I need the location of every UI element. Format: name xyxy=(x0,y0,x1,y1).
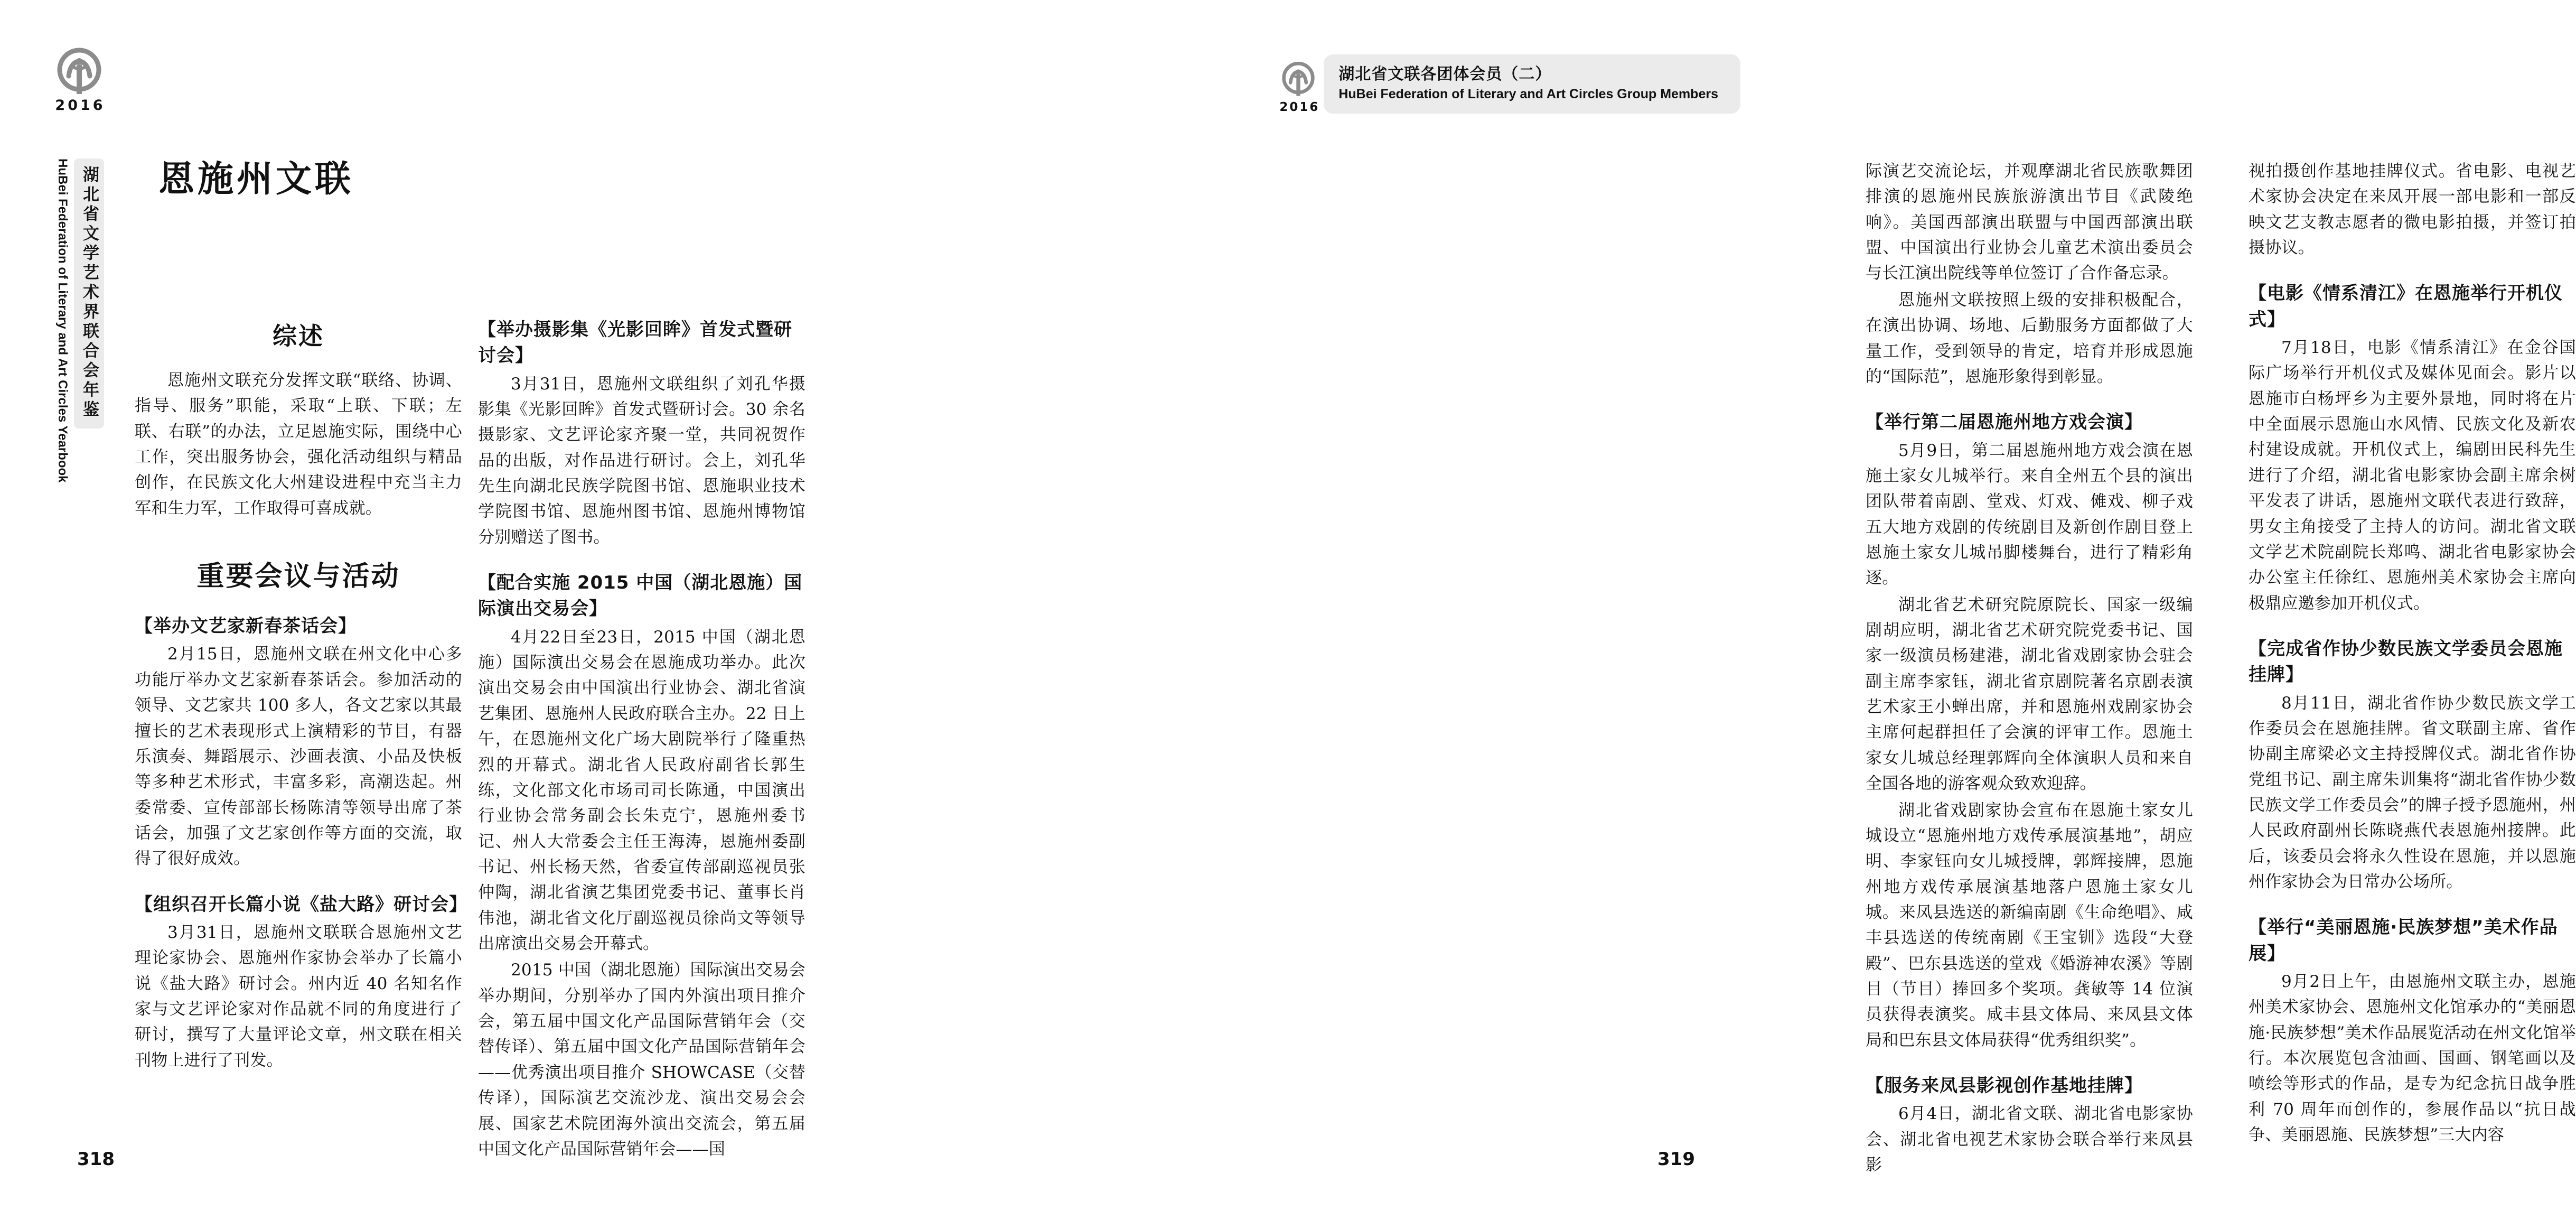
column-2 xyxy=(478,317,805,1163)
left-page-emblem xyxy=(50,46,108,114)
item-head-3: 【配合实施 2015 中国（湖北恩施）国际演出交易会】 xyxy=(478,572,803,620)
running-head-year: 2016 xyxy=(1279,100,1320,114)
item-para-4-2: 湖北省戏剧家协会宣布在恩施土家女儿城设立“恩施州地方戏传承展演基地”，胡应明、李家钰向女儿城授牌，郭辉接牌，恩施州地方戏传承展演基地落户恩施土家女儿城。来凤县选送的新编南剧《生命绝唱》、咸丰县选送的传统南剧《王宝钏》选段“大登殿”、巴东县选送的堂戏《婚游神农溪》等剧目（节目）捧回多个奖项。龚敏等 14 位演员获得表演奖。咸丰县文体局、来凤县文体局和巴东县文体局获得“优秀组织奖”。 xyxy=(1866,800,2193,1050)
item-head-7: 【完成省作协少数民族文学委员会恩施挂牌】 xyxy=(2249,638,2563,686)
column-4 xyxy=(2249,159,2576,1149)
item-para-3-2: 恩施州文联按照上级的安排积极配合，在演出协调、场地、后勤服务方面都做了大量工作，受到领导的肯定，培育并形成恩施的“国际范”，恩施形象得到彰显。 xyxy=(1866,290,2193,386)
page-left xyxy=(0,0,886,1211)
emblem-year-label: 2016 xyxy=(55,97,106,114)
item-para-0-0: 2月15日，恩施州文联在州文化中心多功能厅举办文艺家新春茶话会。参加活动的领导、文艺家共 100 多人，各文艺家以其最擅长的艺术表现形式上演精彩的节目，有器乐演奏、舞蹈展示、沙画表演、小品及快板等多种艺术形式，丰富多彩，高潮迭起。州委常委、宣传部部长杨陈清等领导出席了茶话会，加强了文艺家创作等方面的交流，取得了很好成效。 xyxy=(135,645,462,869)
item-head-2: 【举办摄影集《光影回眸》首发式暨研讨会】 xyxy=(478,319,792,367)
running-head xyxy=(1277,50,1740,118)
federation-logo-icon xyxy=(1280,90,1316,99)
section-head-overview: 综述 xyxy=(273,322,324,350)
running-head-title-en: HuBei Federation of Literary and Art Circles Group Members xyxy=(1338,86,1718,101)
federation-logo-icon xyxy=(50,46,108,95)
vertical-running-head-en: HuBei Federation of Literary and Art Circles Yearbook xyxy=(55,159,70,483)
item-head-0: 【举办文艺家新春茶话会】 xyxy=(135,616,357,637)
item-head-8: 【举行“美丽恩施·民族梦想”美术作品展】 xyxy=(2249,917,2558,964)
item-para-5-0: 6月4日，湖北省文联、湖北省电影家协会、湖北省电视艺术家协会联合举行来凤县影 xyxy=(1866,1104,2193,1175)
page-title: 恩施州文联 xyxy=(158,158,354,200)
item-para-1-0: 3月31日，恩施州文联联合恩施州文艺理论家协会、恩施州作家协会举办了长篇小说《盐大路》研讨会。州内近 40 名知名作家与文艺评论家对作品就不同的角度进行了研讨，撰写了大量评论文章，州文联在相关刊物上进行了刊发。 xyxy=(135,923,462,1070)
item-head-5: 【服务来凤县影视创作基地挂牌】 xyxy=(1866,1075,2143,1097)
item-head-1: 【组织召开长篇小说《盐大路》研讨会】 xyxy=(135,893,467,915)
item-para-4-1: 湖北省艺术研究院原院长、国家一级编剧胡应明，湖北省艺术研究院党委书记、国家一级演员杨建港，湖北省戏剧家协会驻会副主席李家钰，湖北省京剧院著名京剧表演艺术家王小蝉出席，并和恩施州戏剧家协会主席何起群担任了会演的评审工作。恩施土家女儿城总经理郭辉向全体演职人员和来自全国各地的游客观众致欢迎辞。 xyxy=(1866,595,2193,794)
column-1 xyxy=(135,317,467,1074)
item-para-3-1-continued: 际演艺交流论坛，并观摩湖北省民族歌舞团排演的恩施州民族旅游演出节目《武陵绝响》。美国西部演出联盟与中国西部演出联盟、中国演出行业协会儿童艺术演出委员会与长江演出院线等单位签订了合作备忘录。 xyxy=(1866,162,2193,283)
item-para-2-0: 3月31日，恩施州文联组织了刘孔华摄影集《光影回眸》首发式暨研讨会。30 余名摄影家、文艺评论家齐聚一堂，共同祝贺作品的出版，对作品进行研讨。会上，刘孔华先生向湖北民族学院图书馆、恩施职业技术学院图书馆、恩施州图书馆、恩施州博物馆分别赠送了图书。 xyxy=(478,374,805,547)
running-head-emblem xyxy=(1277,61,1319,114)
item-para-3-1: 2015 中国（湖北恩施）国际演出交易会举办期间，分别举办了国内外演出项目推介会，第五届中国文化产品国际营销年会（交替传译）、第五届中国文化产品国际营销年会——优秀演出项目推介 SHOWCASE（交替传译），国际演艺交流沙龙、演出交易会会展、国家艺术院团海外演出交流会，第五届中国文化产品国际营销年会——国 xyxy=(478,961,805,1159)
item-para-4-0: 5月9日，第二届恩施州地方戏会演在恩施土家女儿城举行。来自全州五个县的演出团队带着南剧、堂戏、灯戏、傩戏、柳子戏五大地方戏剧的传统剧目及新创作剧目登上恩施土家女儿城吊脚楼舞台，进行了精彩角逐。 xyxy=(1866,441,2193,588)
item-head-4: 【举行第二届恩施州地方戏会演】 xyxy=(1866,412,2143,433)
column-3 xyxy=(1866,159,2193,1179)
page-right xyxy=(886,0,2576,1211)
vertical-running-head xyxy=(55,159,104,483)
item-para-8-0: 9月2日上午，由恩施州文联主办，恩施州美术家协会、恩施州文化馆承办的“美丽恩施·民族梦想”美术作品展览活动在州文化馆举行。本次展览包含油画、国画、钢笔画以及喷绘等形式的作品，是专为纪念抗日战争胜利 70 周年而创作的，参展作品以“抗日战争、美丽恩施、民族梦想”三大内容 xyxy=(2249,972,2576,1145)
page-number-right: 319 xyxy=(1657,1149,1695,1170)
overview-paragraph: 恩施州文联充分发挥文联“联络、协调、指导、服务”职能，采取“上联、下联；左联、右联”的办法，立足恩施实际，围绕中心工作，突出服务协会，强化活动组织与精品创作，在民族文化大州建设进程中充当主力军和生力军，工作取得可喜成就。 xyxy=(135,371,462,518)
item-para-5-0-continued: 视拍摄创作基地挂牌仪式。省电影、电视艺术家协会决定在来凤开展一部电影和一部反映文艺支教志愿者的微电影拍摄，并签订拍摄协议。 xyxy=(2249,162,2576,258)
vertical-running-head-cn: 湖北省文学艺术界联合会年鉴 xyxy=(74,159,104,428)
running-head-title-cn: 湖北省文联各团体会员（二） xyxy=(1338,65,1552,83)
item-para-7-0: 8月11日，湖北省作协少数民族文学工作委员会在恩施挂牌。省文联副主席、省作协副主席梁必文主持授牌仪式。湖北省作协党组书记、副主席朱训集将“湖北省作协少数民族文学工作委员会”的牌子授予恩施州，州人民政府副州长陈晓燕代表恩施州接牌。此后，该委员会将永久性设在恩施，并以恩施州作家协会为日常办公场所。 xyxy=(2249,693,2576,892)
running-head-band xyxy=(1324,54,1740,114)
item-head-6: 【电影《情系清江》在恩施举行开机仪式】 xyxy=(2249,283,2563,330)
page-number-left: 318 xyxy=(77,1149,115,1170)
section-head-meetings: 重要会议与活动 xyxy=(196,561,400,593)
item-para-6-0: 7月18日，电影《情系清江》在金谷国际广场举行开机仪式及媒体见面会。影片以恩施市白杨坪乡为主要外景地，同时将在片中全面展示恩施山水风情、民族文化及新农村建设成就。开机仪式上，编剧田民科先生进行了介绍，湖北省电影家协会副主席余树平发表了讲话，恩施州文联代表进行致辞，男女主角接受了主持人的访问。湖北省文联文学艺术院副院长郑鸣、湖北省电影家协会办公室主任徐红、恩施州美术家协会主席向极鼎应邀参加开机仪式。 xyxy=(2249,338,2576,613)
item-para-3-0: 4月22日至23日，2015 中国（湖北恩施）国际演出交易会在恩施成功举办。此次演出交易会由中国演出行业协会、湖北省演艺集团、恩施州人民政府联合主办。22 日上午，在恩施州文化广场大剧院举行了隆重热烈的开幕式。湖北省人民政府副省长郭生练，文化部文化市场司司长陈通，中国演出行业协会常务副会长朱克宁，恩施州委书记、州人大常委会主任王海涛，恩施州委副书记、州长杨天然，省委宣传部副巡视员张仲陶，湖北省演艺集团党委书记、董事长肖伟池，湖北省文化厅副巡视员徐尚文等领导出席演出交易会开幕式。 xyxy=(478,627,805,954)
